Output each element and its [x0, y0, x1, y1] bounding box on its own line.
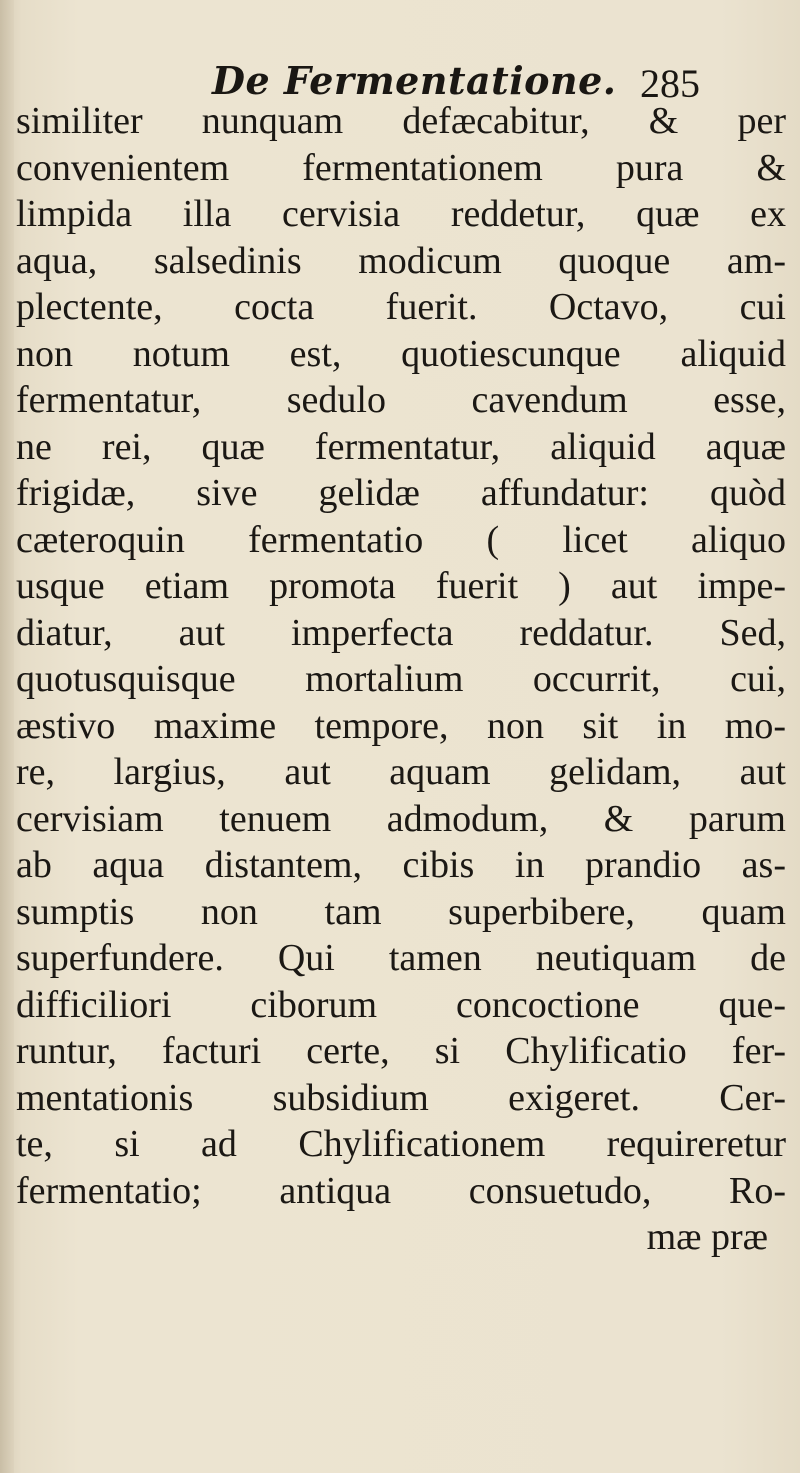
text-line: fermentatur, sedulo cavendum esse, — [16, 379, 786, 421]
text-line: usque etiam promota fuerit ) aut impe- — [16, 565, 786, 607]
text-line: non notum est, quotiescunque aliquid — [16, 332, 786, 375]
text-line: mentationis subsidium exigeret. Cer- — [16, 1076, 786, 1119]
text-line: ne rei, quæ fermentatur, aliquid aquæ — [16, 425, 786, 468]
catchword: mæ præ — [646, 1216, 768, 1258]
text-line: aqua, salsedinis modicum quoque am- — [16, 239, 786, 282]
page-number: 285 — [640, 61, 700, 106]
body-text — [16, 98, 786, 1261]
text-line: cæteroquin fermentatio ( licet aliquo — [16, 518, 786, 561]
text-line: convenientem fermentationem pura & — [16, 146, 786, 189]
text-line: quotusquisque mortalium occurrit, cui, — [16, 658, 786, 700]
text-line: ab aqua distantem, cibis in prandio as- — [16, 844, 786, 886]
text-line: runtur, facturi certe, si Chylificatio fer- — [16, 1030, 786, 1072]
text-line: difficiliori ciborum concoctione que- — [16, 983, 786, 1026]
text-line: diatur, aut imperfecta reddatur. Sed, — [16, 611, 786, 654]
text-line: superfundere. Qui tamen neutiquam de — [16, 937, 786, 979]
text-line: cervisiam tenuem admodum, & parum — [16, 797, 786, 840]
text-line: frigidæ, sive gelidæ affundatur: quòd — [16, 472, 786, 514]
text-line: plectente, cocta fuerit. Octavo, cui — [16, 286, 786, 328]
text-line: limpida illa cervisia reddetur, quæ ex — [16, 193, 786, 235]
text-line: æstivo maxime tempore, non sit in mo- — [16, 704, 786, 747]
text-line: te, si ad Chylificationem requireretur — [16, 1123, 786, 1165]
text-line: similiter nunquam defæcabitur, & per — [16, 100, 786, 142]
running-title: De Fermentatione. — [212, 58, 617, 103]
page-gutter — [0, 0, 14, 1473]
text-line: fermentatio; antiqua consuetudo, Ro- — [16, 1169, 786, 1212]
text-line: sumptis non tam superbibere, quam — [16, 890, 786, 933]
text-line: re, largius, aut aquam gelidam, aut — [16, 751, 786, 793]
